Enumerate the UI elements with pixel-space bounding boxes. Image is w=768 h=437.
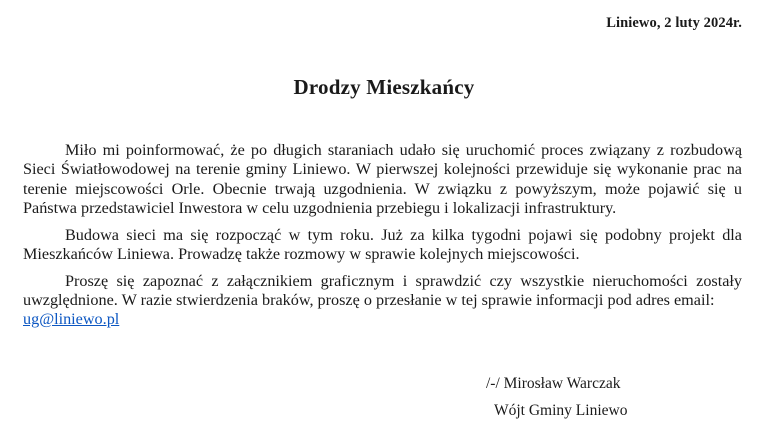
paragraph-2: Budowa sieci ma się rozpocząć w tym roku. Już za kilka tygodni pojawi się podobny projekt dla Mieszkańców Liniewa. Prowadzę także rozmowy w sprawie kolejnych miejscowości. [23, 225, 742, 263]
paragraph-1: Miło mi poinformować, że po długich staraniach udało się uruchomić proces związany z rozbudową Sieci Światłowodowej na terenie gminy Liniewo. W pierwszej kolejności przewiduje się wykonanie prac na terenie miejscowości Orle. Obecnie trwają uzgodnienia. W związku z powyższym, może pojawić się u Państwa przedstawiciel Inwestora w celu uzgodnienia przebiegu i lokalizacji infrastruktury. [23, 141, 742, 217]
paragraph-3-text: Proszę się zapoznać z załącznikiem graficznym i sprawdzić czy wszystkie nieruchomości zostały uwzględnione. W razie stwierdzenia braków, proszę o przesłanie w tej sprawie informacji pod adres email: [23, 271, 742, 310]
signature-block [480, 370, 655, 424]
place-and-date: Liniewo, 2 luty 2024r. [606, 15, 742, 31]
email-link[interactable]: ug@liniewo.pl [23, 310, 120, 329]
paragraph-3 [23, 272, 742, 330]
letter-body [23, 141, 742, 337]
signature-name: /-/ Mirosław Warczak [486, 375, 621, 392]
signature-role: Wójt Gminy Liniewo [494, 402, 628, 419]
letter-title: Drodzy Mieszkańcy [293, 75, 475, 99]
